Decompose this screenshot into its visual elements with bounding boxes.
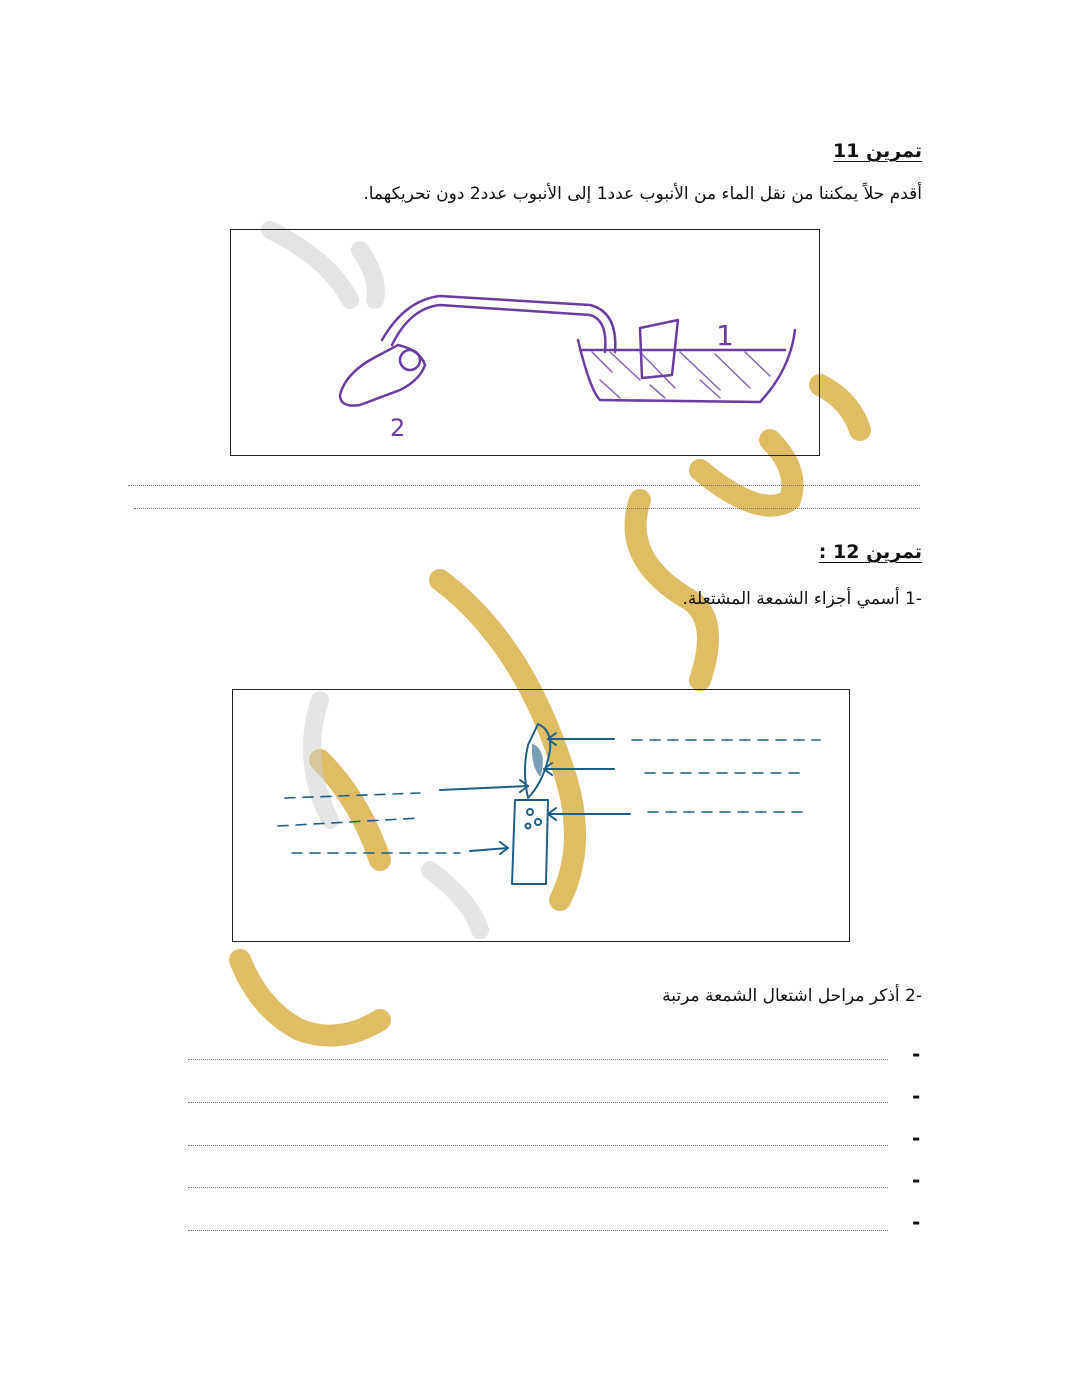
exercise-11-title: تمرين 11 [833,140,922,162]
answer-line-step-5[interactable] [188,1230,888,1231]
q1-number: -1 [905,589,922,609]
q1-text: أسمي أجزاء الشمعة المشتعلة. [682,589,900,609]
exercise-11-question: أقدم حلاً يمكننا من نقل الماء من الأنبوب عدد1 إلى الأنبوب عدد2 دون تحريكهما. [363,184,922,204]
bullet-dash: - [912,1210,921,1234]
tube-1-label: 1 [716,319,734,352]
answer-line-step-4[interactable] [188,1187,888,1188]
exercise-12-title: تمرين 12 : [818,541,922,563]
answer-line-step-2[interactable] [188,1102,888,1103]
answer-line-step-1[interactable] [188,1059,888,1060]
q2-number: -2 [905,986,922,1006]
bullet-dash: - [912,1042,921,1066]
bullet-dash: - [912,1126,921,1150]
answer-line-step-3[interactable] [188,1145,888,1146]
q2-text: أذكر مراحل اشتعال الشمعة مرتبة [662,986,900,1006]
exercise-12-q2 [662,986,922,1006]
bullet-dash: - [912,1168,921,1192]
tube-2-label: 2 [390,414,406,442]
bullet-dash: - [912,1084,921,1108]
